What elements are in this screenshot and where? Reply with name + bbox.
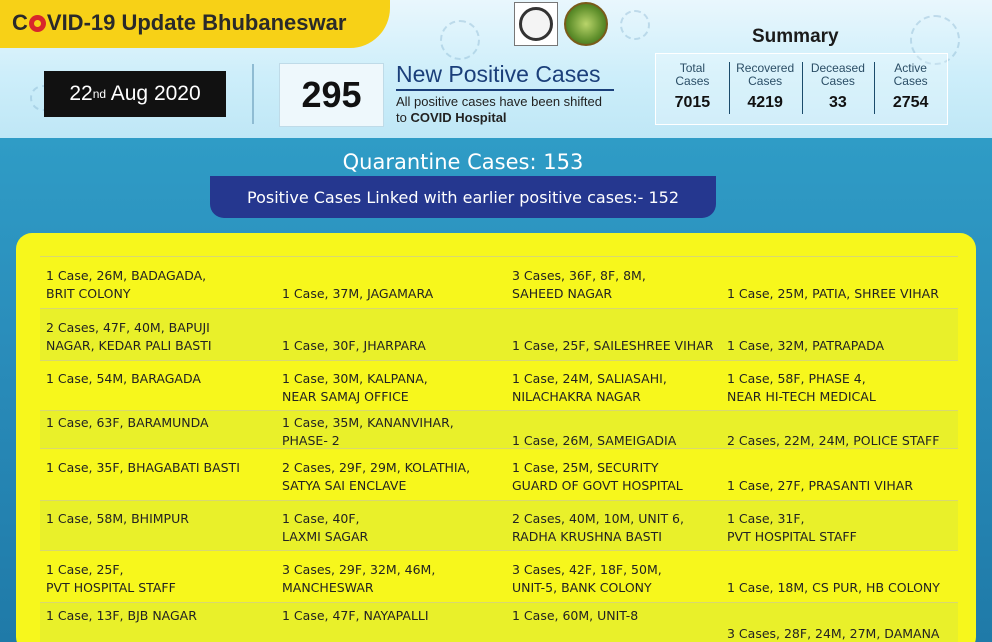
case-cell — [512, 370, 667, 406]
case-cell — [46, 370, 201, 406]
summary-label: Recovered — [736, 61, 795, 75]
new-cases-count: 295 — [279, 63, 384, 127]
summary-value: 7015 — [674, 94, 711, 111]
case-cell — [282, 370, 428, 406]
page-title — [0, 0, 390, 48]
case-cell — [282, 459, 470, 495]
virus-icon — [29, 15, 46, 32]
case-cell — [282, 319, 426, 355]
case-line — [282, 319, 426, 337]
case-line — [727, 561, 940, 579]
odisha-emblem-logo — [514, 2, 558, 46]
case-cell — [512, 459, 683, 495]
case-line — [727, 459, 913, 477]
date-badge — [44, 71, 226, 117]
summary-label: Total — [679, 61, 706, 75]
case-cell — [727, 267, 939, 303]
new-cases-note — [396, 94, 636, 126]
case-cell — [727, 370, 876, 406]
table-row — [40, 308, 958, 360]
case-line — [46, 477, 240, 495]
title-city: Bhubaneswar — [202, 10, 347, 35]
case-cell — [512, 607, 638, 642]
case-cell — [46, 561, 176, 597]
case-line — [512, 414, 676, 432]
case-line: 1 Case, 60M, UNIT-8 — [512, 608, 639, 623]
municipal-corporation-logo — [564, 2, 608, 46]
case-line: 1 Case, 32M, PATRAPADA — [727, 338, 885, 353]
summary-value: 2754 — [892, 94, 929, 111]
case-line — [727, 414, 939, 432]
new-cases-title: New Positive Cases — [396, 61, 601, 87]
case-cell — [282, 510, 368, 546]
case-cell — [46, 510, 189, 546]
case-line: SATYA SAI ENCLAVE — [282, 478, 407, 493]
case-cell — [46, 459, 240, 495]
cases-table — [40, 256, 958, 642]
case-cell — [727, 607, 940, 642]
new-cases-note-line1: All positive cases have been shifted — [396, 94, 602, 109]
case-line: 1 Case, 37M, JAGAMARA — [282, 286, 434, 301]
case-cell — [46, 319, 212, 355]
case-cell — [512, 414, 676, 450]
case-line: 3 Cases, 36F, 8F, 8M, — [512, 268, 646, 283]
summary-label: Cases — [820, 74, 855, 88]
case-line: 2 Cases, 22M, 24M, POLICE STAFF — [727, 433, 940, 448]
table-row — [40, 360, 958, 410]
summary-active — [874, 54, 947, 124]
table-row — [40, 602, 958, 642]
summary-value: 33 — [828, 94, 847, 111]
case-line: 3 Cases, 42F, 18F, 50M, — [512, 562, 662, 577]
case-line: 1 Case, 25M, SECURITY — [512, 460, 659, 475]
summary-value: 4219 — [747, 94, 783, 111]
table-row — [40, 550, 958, 602]
case-line: 1 Case, 35F, BHAGABATI BASTI — [46, 460, 240, 475]
date-day: 22 — [69, 82, 93, 105]
case-line: 1 Case, 58M, BHIMPUR — [46, 511, 189, 526]
summary-title: Summary — [752, 26, 839, 47]
quarantine-title: Quarantine Cases: 153 — [342, 150, 584, 174]
case-line: PVT HOSPITAL STAFF — [46, 580, 176, 595]
case-line — [512, 319, 713, 337]
linked-cases-banner: Positive Cases Linked with earlier positive cases:- 152 — [210, 176, 716, 218]
case-line — [727, 607, 940, 625]
case-cell — [282, 267, 433, 303]
summary-panel — [655, 53, 948, 125]
case-line — [727, 319, 884, 337]
case-line: 1 Case, 18M, CS PUR, HB COLONY — [727, 580, 940, 595]
case-line: NILACHAKRA NAGAR — [512, 389, 641, 404]
summary-label: Cases — [893, 74, 928, 88]
case-line: 3 Cases, 28F, 24M, 27M, DAMANA — [727, 626, 940, 641]
case-cell — [727, 459, 913, 495]
case-cell — [282, 561, 435, 597]
case-line: PHASE- 2 — [282, 433, 340, 448]
virus-decoration-icon — [440, 20, 480, 60]
case-line: 1 Case, 40F, — [282, 511, 360, 526]
case-line: UNIT-5, BANK COLONY — [512, 580, 652, 595]
case-line: LAXMI SAGAR — [282, 529, 369, 544]
case-line — [727, 267, 939, 285]
case-line: 1 Case, 25M, PATIA, SHREE VIHAR — [727, 286, 939, 301]
case-line — [46, 388, 201, 406]
title-prefix: C — [12, 10, 28, 35]
case-line: 1 Case, 63F, BARAMUNDA — [46, 415, 209, 430]
case-cell — [282, 607, 429, 642]
new-cases-note-hospital: COVID Hospital — [410, 110, 507, 125]
summary-deceased — [802, 54, 875, 124]
case-line: RADHA KRUSHNA BASTI — [512, 529, 662, 544]
case-cell — [727, 561, 940, 597]
case-line — [282, 267, 433, 285]
case-line: 2 Cases, 40M, 10M, UNIT 6, — [512, 511, 684, 526]
date-rest: Aug 2020 — [106, 82, 201, 105]
date-suffix: nd — [92, 87, 107, 101]
case-line: 1 Case, 54M, BARAGADA — [46, 371, 201, 386]
case-line — [282, 625, 429, 642]
case-line: SAHEED NAGAR — [512, 286, 613, 301]
case-cell — [727, 510, 857, 546]
table-row — [40, 256, 958, 308]
case-line: BRIT COLONY — [46, 286, 131, 301]
header-area — [0, 0, 992, 138]
summary-label: Cases — [748, 74, 783, 88]
summary-label: Deceased — [810, 61, 865, 75]
case-line: 1 Case, 27F, PRASANTI VIHAR — [727, 478, 914, 493]
virus-decoration-icon — [620, 10, 650, 40]
divider — [252, 64, 254, 124]
case-line: 1 Case, 24M, SALIASAHI, — [512, 371, 667, 386]
case-line: 1 Case, 26M, SAMEIGADIA — [512, 433, 677, 448]
case-line: MANCHESWAR — [282, 580, 374, 595]
case-line — [512, 625, 638, 642]
case-cell — [512, 319, 713, 355]
case-line: 2 Cases, 47F, 40M, BAPUJI — [46, 320, 210, 335]
table-row — [40, 448, 958, 500]
summary-total — [656, 54, 729, 124]
new-cases-note-prefix: to — [396, 110, 411, 125]
case-cell — [282, 414, 454, 450]
case-line: 1 Case, 25F, SAILESHREE VIHAR — [512, 338, 714, 353]
case-line: 2 Cases, 29F, 29M, KOLATHIA, — [282, 460, 471, 475]
case-line: NEAR HI-TECH MEDICAL — [727, 389, 876, 404]
title-underline — [396, 89, 614, 91]
case-cell — [727, 319, 884, 355]
case-line: GUARD OF GOVT HOSPITAL — [512, 478, 683, 493]
case-line: 3 Cases, 29F, 32M, 46M, — [282, 562, 436, 577]
case-line: 1 Case, 13F, BJB NAGAR — [46, 608, 197, 623]
case-line: 1 Case, 26M, BADAGADA, — [46, 268, 207, 283]
case-cell — [512, 267, 646, 303]
case-line — [46, 528, 189, 546]
case-line: NAGAR, KEDAR PALI BASTI — [46, 338, 212, 353]
case-line: 1 Case, 30F, JHARPARA — [282, 338, 426, 353]
case-line: 1 Case, 25F, — [46, 562, 124, 577]
case-line: 1 Case, 58F, PHASE 4, — [727, 371, 866, 386]
summary-label: Active — [894, 61, 927, 75]
summary-label: Cases — [675, 74, 710, 88]
case-cell — [512, 510, 684, 546]
case-cell — [46, 267, 206, 303]
case-cell — [46, 607, 197, 642]
case-line — [46, 625, 197, 642]
case-line: 1 Case, 35M, KANANVIHAR, — [282, 415, 454, 430]
case-line: PVT HOSPITAL STAFF — [727, 529, 857, 544]
summary-recovered — [729, 54, 802, 124]
case-line: 1 Case, 30M, KALPANA, — [282, 371, 428, 386]
case-line: NEAR SAMAJ OFFICE — [282, 389, 409, 404]
case-cell — [512, 561, 662, 597]
title-text: VID-19 Update — [46, 10, 203, 35]
table-row — [40, 500, 958, 550]
case-line: 1 Case, 31F, — [727, 511, 805, 526]
case-line: 1 Case, 47F, NAYAPALLI — [282, 608, 429, 623]
case-cell — [46, 414, 209, 450]
table-row — [40, 410, 958, 448]
case-cell — [727, 414, 939, 450]
